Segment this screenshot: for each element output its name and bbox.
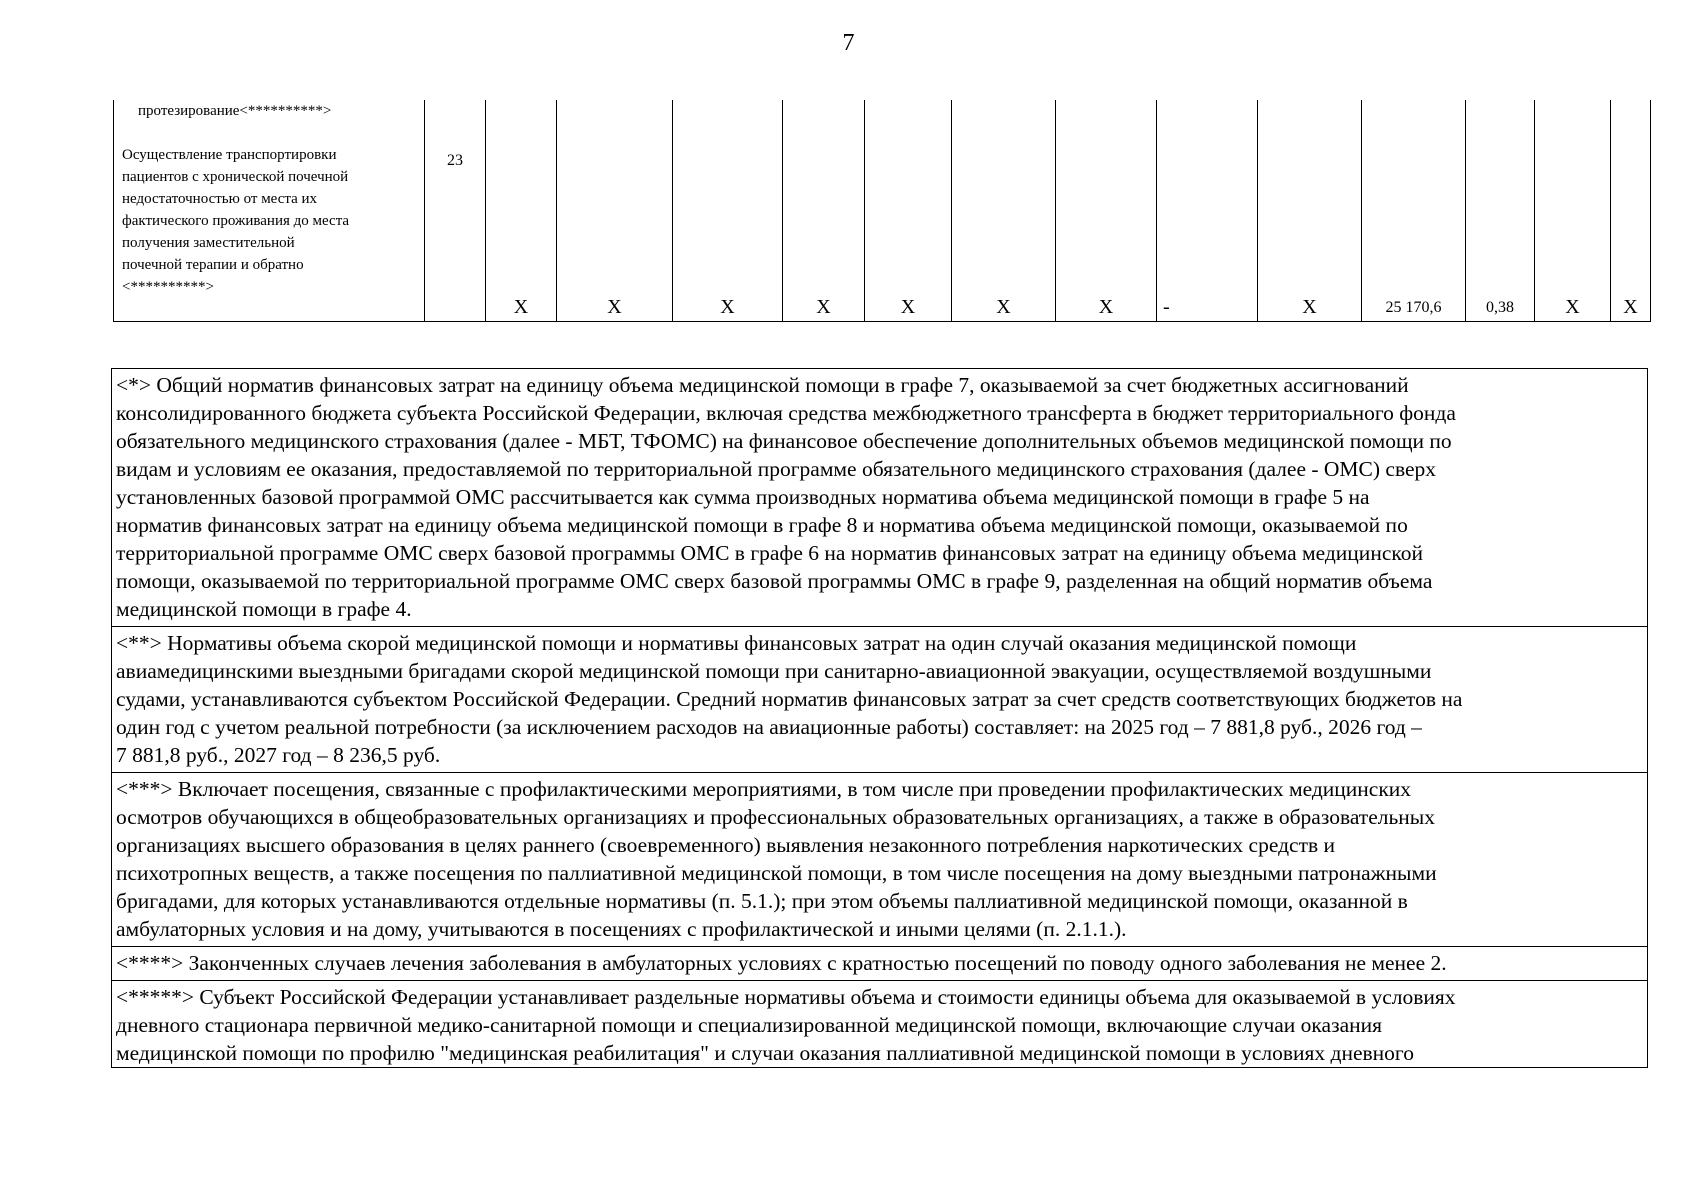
footnote-line: организациях высшего образования в целях раннего (своевременного) выявления незаконного потребления наркотических средств и xyxy=(116,833,1336,857)
footnote-line: психотропных веществ, а также посещения по паллиативной медицинской помощи, в том числе посещения на дому выездными патронажными xyxy=(116,861,1437,885)
row-label-line: <**********> xyxy=(122,279,214,295)
footnote-line: <****> Законченных случаев лечения заболевания в амбулаторных условиях с кратностью посещений по поводу одного заболевания не менее 2. xyxy=(116,951,1447,975)
footnote-line: видам и условиям ее оказания, предоставляемой по территориальной программе обязательного медицинского страхования (далее - ОМС) сверх xyxy=(116,457,1437,481)
page-number: 7 xyxy=(842,30,855,56)
footnote-line: консолидированного бюджета субъекта Российской Федерации, включая средства межбюджетного трансферта в бюджет территориального фонда xyxy=(116,401,1456,425)
data-table xyxy=(113,100,1651,322)
footnote-4 xyxy=(112,947,1647,981)
footnote-line: осмотров обучающихся в общеобразовательных организациях и профессиональных образовательных организациях, а также в образовательных xyxy=(116,805,1435,829)
row-label-line: получения заместительной xyxy=(122,235,295,251)
footnote-line: помощи, оказываемой по территориальной программе ОМС сверх базовой программы ОМС в графе 9, разделенная на общий норматив объема xyxy=(116,569,1433,593)
footnote-line: норматив финансовых затрат на единицу объема медицинской помощи в графе 8 и норматива объема медицинской помощи, оказываемой по xyxy=(116,513,1408,537)
table-cell: Х xyxy=(1611,100,1651,322)
table-cell: 0,38 xyxy=(1466,100,1535,322)
footnote-line: <*> Общий норматив финансовых затрат на единицу объема медицинской помощи в графе 7, оказываемой за счет бюджетных ассигнований xyxy=(116,373,1409,397)
row-label-line: недостаточностью от места их xyxy=(122,191,318,207)
footnote-line: дневного стационара первичной медико-санитарной помощи и специализированной медицинской помощи, включающие случаи оказания xyxy=(116,1013,1383,1037)
footnote-line: обязательного медицинского страхования (далее - МБТ, ТФОМС) на финансовое обеспечение дополнительных объемов медицинской помощи по xyxy=(116,429,1452,453)
footnote-line: авиамедицинскими выездными бригадами скорой медицинской помощи при санитарно-авиационной эвакуации, осуществляемой воздушными xyxy=(116,659,1432,683)
table-cell: Х xyxy=(1056,100,1157,322)
row-label-line: Осуществление транспортировки xyxy=(122,147,337,163)
row-fragment-text: протезирование<**********> xyxy=(138,103,332,119)
footnote-2 xyxy=(112,627,1647,773)
footnote-line: <***> Включает посещения, связанные с профилактическими мероприятиями, в том числе при проведении профилактических медицинских xyxy=(116,777,1412,801)
table-cell: - xyxy=(1157,100,1258,322)
footnote-line: медицинской помощи по профилю "медицинская реабилитация" и случаи оказания паллиативной медицинской помощи в условиях дневного xyxy=(116,1041,1414,1065)
table-cell: Х xyxy=(1258,100,1362,322)
footnote-1 xyxy=(112,369,1647,627)
footnotes-box xyxy=(111,368,1648,1068)
footnote-line: судами, устанавливаются субъектом Российской Федерации. Средний норматив финансовых затрат за счет средств соответствующих бюджетов на xyxy=(116,687,1463,711)
row-label-line: пациентов с хронической почечной xyxy=(122,169,349,185)
footnote-line: 7 881,8 руб., 2027 год – 8 236,5 руб. xyxy=(116,743,441,767)
table-cell: Х xyxy=(783,100,865,322)
footnote-3 xyxy=(112,773,1647,947)
table-cell: Х xyxy=(557,100,673,322)
table-row xyxy=(114,100,1651,322)
row-label-line: почечной терапии и обратно xyxy=(122,257,304,273)
table-cell: Х xyxy=(673,100,783,322)
footnote-line: медицинской помощи в графе 4. xyxy=(116,597,412,621)
table-cell: Х xyxy=(1535,100,1611,322)
row-label-cell xyxy=(114,100,425,322)
footnote-line: амбулаторных условия и на дому, учитываются в посещениях с профилактической и иными целями (п. 2.1.1.). xyxy=(116,917,1127,941)
footnote-line: установленных базовой программой ОМС рассчитывается как сумма производных норматива объема медицинской помощи в графе 5 на xyxy=(116,485,1370,509)
table-cell: Х xyxy=(865,100,952,322)
table-cell: Х xyxy=(952,100,1056,322)
footnote-5 xyxy=(112,981,1647,1067)
table-cell: 25 170,6 xyxy=(1362,100,1466,322)
footnote-line: бригадами, для которых устанавливаются отдельные нормативы (п. 5.1.); при этом объемы паллиативной медицинской помощи, оказанной в xyxy=(116,889,1408,913)
row-label-line: фактического проживания до места xyxy=(122,213,350,229)
footnote-line: территориальной программе ОМС сверх базовой программы ОМС в графе 6 на норматив финансовых затрат на единицу объема медицинской xyxy=(116,541,1423,565)
table-cell: Х xyxy=(486,100,557,322)
footnote-line: <*****> Субъект Российской Федерации устанавливает раздельные нормативы объема и стоимости единицы объема для оказываемой в условиях xyxy=(116,985,1456,1009)
footnote-line: один год с учетом реальной потребности (за исключением расходов на авиационные работы) составляет: на 2025 год – 7 881,8 руб., 2026 год – xyxy=(116,715,1422,739)
footnote-line: <**> Нормативы объема скорой медицинской помощи и нормативы финансовых затрат на один случай оказания медицинской помощи xyxy=(116,631,1357,655)
row-number-cell: 23 xyxy=(425,100,486,322)
